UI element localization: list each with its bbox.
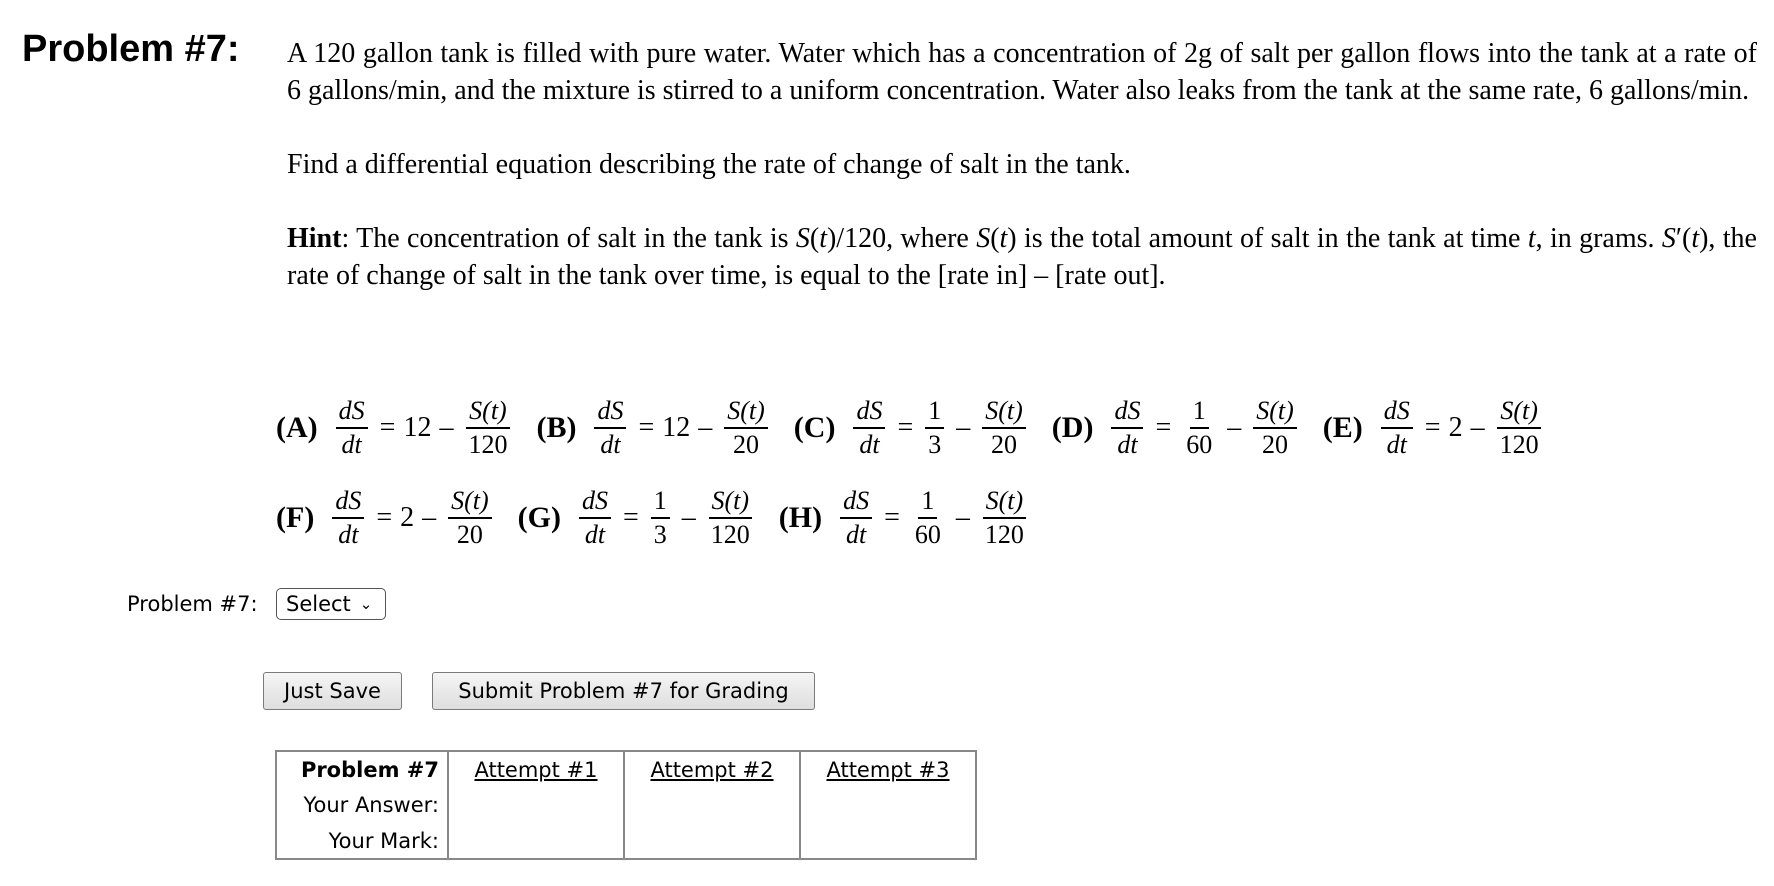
mark-cell — [624, 823, 800, 859]
problem-statement — [287, 35, 1757, 294]
problem-question: Find a differential equation describing the rate of change of salt in the tank. — [287, 149, 1131, 180]
choice-letter: (C) — [793, 411, 836, 444]
equals-sign: = — [379, 412, 396, 443]
fraction-denominator: 120 — [1499, 430, 1539, 459]
fraction-numerator: dS — [1111, 395, 1143, 429]
fraction-denominator: 20 — [456, 520, 483, 549]
choice-letter: (B) — [536, 411, 577, 444]
constant-term: 12 — [662, 412, 691, 443]
fraction-denominator: 20 — [1262, 430, 1289, 459]
attempt-2-link[interactable]: Attempt #2 — [624, 751, 800, 787]
fraction-denominator: 3 — [653, 520, 667, 549]
fraction-denominator: 20 — [991, 430, 1018, 459]
fraction-numerator: dS — [579, 485, 611, 519]
derivative-fraction — [853, 395, 885, 461]
hint-label: Hint — [287, 223, 342, 254]
choice-letter: (H) — [778, 501, 823, 534]
fraction-numerator: dS — [1381, 395, 1413, 429]
fraction-numerator: S(t) — [983, 485, 1027, 519]
fraction-denominator: dt — [845, 520, 867, 549]
derivative-fraction — [594, 395, 626, 461]
equals-sign: = — [638, 412, 655, 443]
fraction-numerator: dS — [840, 485, 872, 519]
hint-text: ′( — [1675, 223, 1692, 254]
equals-sign: = — [897, 412, 914, 443]
choices-row — [276, 478, 1568, 558]
submit-button[interactable]: Submit Problem #7 for Grading — [432, 672, 815, 710]
fraction-denominator: 3 — [928, 430, 942, 459]
fraction-numerator: dS — [853, 395, 885, 429]
fraction-numerator: 1 — [925, 395, 944, 429]
your-answer-label: Your Answer: — [303, 793, 439, 817]
constant-fraction — [651, 485, 670, 551]
minus-sign: – — [956, 412, 971, 443]
choice-g — [518, 485, 757, 551]
answer-cell — [624, 787, 800, 823]
constant-fraction — [925, 395, 944, 461]
answer-choices — [276, 388, 1568, 558]
hint-text: : The concentration of salt in the tank is — [341, 223, 796, 254]
just-save-button[interactable]: Just Save — [263, 672, 402, 710]
choice-b — [536, 395, 771, 461]
choice-letter: (G) — [517, 501, 561, 534]
answer-select[interactable] — [276, 588, 386, 620]
fraction-denominator: dt — [1386, 430, 1407, 459]
derivative-fraction — [1111, 395, 1143, 461]
constant-term: 12 — [403, 412, 432, 443]
derivative-fraction — [1381, 395, 1413, 461]
choice-f — [276, 485, 496, 551]
problem-heading: Problem #7: — [22, 28, 240, 70]
fraction-denominator: dt — [859, 430, 880, 459]
hint-text: , in grams. — [1535, 223, 1662, 254]
hint-var: t — [1691, 223, 1700, 254]
hint-text: ( — [990, 223, 1000, 254]
fraction-denominator: 20 — [733, 430, 760, 459]
fraction-denominator: 120 — [468, 430, 508, 459]
fraction-numerator: S(t) — [466, 395, 510, 429]
equals-sign: = — [1155, 412, 1172, 443]
choice-h — [779, 485, 1031, 551]
salt-fraction — [448, 485, 492, 551]
minus-sign: – — [1470, 412, 1485, 443]
constant-fraction — [912, 485, 944, 551]
derivative-fraction — [840, 485, 872, 551]
minus-sign: – — [422, 502, 437, 533]
constant-term: 2 — [1448, 412, 1463, 443]
choice-d — [1052, 395, 1301, 461]
choice-letter: (F) — [276, 501, 315, 534]
fraction-numerator: 1 — [651, 485, 670, 519]
salt-fraction — [465, 395, 510, 461]
derivative-fraction — [332, 485, 364, 551]
fraction-numerator: 1 — [918, 485, 937, 519]
answer-label: Problem #7: — [127, 592, 258, 616]
choice-c — [794, 395, 1030, 461]
answer-cell — [800, 787, 976, 823]
fraction-numerator: S(t) — [1497, 395, 1541, 429]
salt-fraction — [982, 485, 1027, 551]
equals-sign: = — [884, 502, 900, 533]
hint-var: S — [1661, 223, 1676, 254]
constant-term: 2 — [400, 502, 415, 533]
choice-a — [276, 395, 514, 461]
hint-var: t — [999, 223, 1008, 254]
fraction-numerator: dS — [336, 395, 368, 429]
derivative-fraction — [336, 395, 368, 461]
minus-sign: – — [698, 412, 713, 443]
equals-sign: = — [1424, 412, 1441, 443]
fraction-denominator: 60 — [914, 520, 941, 549]
hint-text: ), the rate of change of salt in the tank over time, is equal to the [rate in] – [rate out]. — [287, 223, 1757, 291]
results-mark-row — [276, 823, 976, 859]
fraction-denominator: dt — [1117, 430, 1138, 459]
hint-var: S — [795, 223, 810, 254]
derivative-fraction — [579, 485, 611, 551]
results-answer-row — [276, 787, 976, 823]
hint-var: S — [976, 223, 991, 254]
fraction-denominator: 60 — [1186, 430, 1213, 459]
fraction-denominator: dt — [600, 430, 621, 459]
minus-sign: – — [1227, 412, 1242, 443]
choices-row — [276, 388, 1568, 468]
fraction-numerator: 1 — [1190, 395, 1209, 429]
answer-cell — [448, 787, 624, 823]
choice-letter: (E) — [1322, 411, 1363, 444]
attempt-1-link[interactable]: Attempt #1 — [448, 751, 624, 787]
answer-select-value: Select — [286, 592, 351, 616]
constant-fraction — [1183, 395, 1215, 461]
hint-text: ( — [809, 223, 820, 254]
hint-text: )/120, where — [826, 223, 977, 254]
fraction-numerator: dS — [332, 485, 364, 519]
mark-cell — [800, 823, 976, 859]
equals-sign: = — [376, 502, 393, 533]
your-mark-label: Your Mark: — [328, 828, 439, 853]
fraction-numerator: S(t) — [709, 485, 753, 519]
fraction-numerator: S(t) — [448, 485, 492, 519]
fraction-numerator: S(t) — [982, 395, 1026, 429]
choice-letter: (D) — [1051, 411, 1094, 444]
results-header-problem: Problem #7 — [300, 757, 439, 782]
fraction-denominator: dt — [338, 520, 359, 549]
hint-text: ) is the total amount of salt in the tank at time — [1007, 223, 1528, 254]
minus-sign: – — [955, 502, 970, 533]
salt-fraction — [708, 485, 753, 551]
mark-cell — [448, 823, 624, 859]
salt-fraction — [724, 395, 768, 461]
salt-fraction — [1253, 395, 1297, 461]
fraction-denominator: 120 — [984, 520, 1024, 549]
fraction-numerator: dS — [594, 395, 626, 429]
choice-e — [1323, 395, 1546, 461]
chevron-down-icon: ⌄ — [359, 595, 373, 613]
choice-letter: (A) — [276, 411, 318, 444]
minus-sign: – — [439, 412, 454, 443]
hint-var: t — [1527, 223, 1536, 254]
attempt-3-link[interactable]: Attempt #3 — [800, 751, 976, 787]
fraction-denominator: dt — [584, 520, 606, 549]
salt-fraction — [982, 395, 1026, 461]
results-header-row — [276, 751, 976, 787]
salt-fraction — [1497, 395, 1542, 461]
fraction-numerator: S(t) — [724, 395, 768, 429]
problem-paragraph: A 120 gallon tank is filled with pure water. Water which has a concentration of 2g of salt per gallon flows into the tank at a rate of 6 gallons/min, and the mixture is stirred to a uniform concentration. Water also leaks from the tank at the same rate, 6 gallons/min. — [287, 38, 1757, 106]
problem-hint — [287, 220, 1757, 294]
equals-sign: = — [622, 502, 639, 533]
fraction-numerator: S(t) — [1253, 395, 1297, 429]
results-table — [275, 750, 977, 860]
fraction-denominator: dt — [341, 430, 362, 459]
fraction-denominator: 120 — [710, 520, 750, 549]
hint-var: t — [819, 223, 827, 254]
minus-sign: – — [681, 502, 696, 533]
